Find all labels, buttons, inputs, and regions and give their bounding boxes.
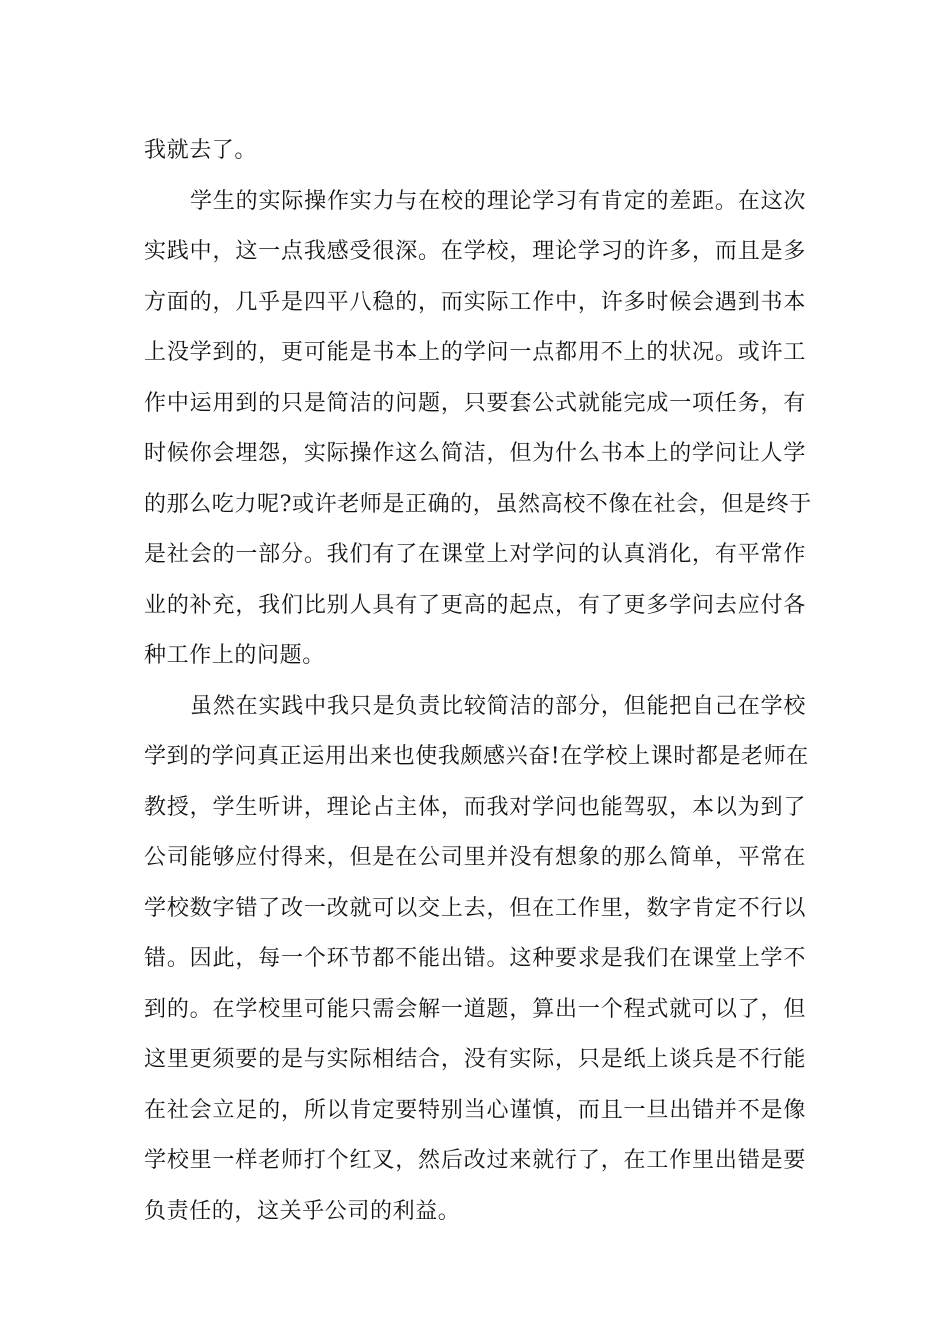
text-line: 负责任的，这关乎公司的利益。 (144, 1198, 461, 1224)
text-line: 错。因此，每一个环节都不能出错。这种要求是我们在课堂上学不 (144, 946, 806, 971)
text-line: 业的补充，我们比别人具有了更高的起点，有了更多学问去应付各 (144, 592, 806, 618)
paragraph-2 (144, 177, 812, 682)
text-line: 的那么吃力呢?或许老师是正确的，虽然高校不像在社会，但是终于 (144, 491, 812, 517)
paragraph-1 (144, 126, 806, 177)
text-line: 时候你会埋怨，实际操作这么简洁，但为什么书本上的学问让人学 (144, 441, 806, 466)
text-line: 学校数字错了改一改就可以交上去，但在工作里，数字肯定不行以 (144, 895, 806, 921)
text-line: 到的。在学校里可能只需会解一道题，算出一个程式就可以了，但 (144, 996, 806, 1022)
text-line: 虽然在实践中我只是负责比较简洁的部分，但能把自己在学校 (190, 693, 806, 719)
text-line: 实践中，这一点我感受很深。在学校，理论学习的许多，而且是多 (144, 239, 806, 264)
text-line: 上没学到的，更可能是书本上的学问一点都用不上的状况。或许工 (144, 340, 806, 365)
text-line: 我就去了。 (144, 138, 258, 163)
text-line: 学校里一样老师打个红叉，然后改过来就行了，在工作里出错是要 (144, 1148, 806, 1173)
text-line: 教授，学生听讲，理论占主体，而我对学问也能驾驭，本以为到了 (144, 794, 806, 820)
text-line: 学生的实际操作实力与在校的理论学习有肯定的差距。在这次 (190, 188, 806, 214)
text-line: 种工作上的问题。 (144, 643, 325, 668)
text-line: 方面的，几乎是四平八稳的，而实际工作中，许多时候会遇到书本 (144, 289, 806, 315)
paragraph-3 (144, 682, 809, 1238)
text-line: 学到的学问真正运用出来也使我颇感兴奋!在学校上课时都是老师在 (144, 744, 809, 769)
text-line: 是社会的一部分。我们有了在课堂上对学问的认真消化，有平常作 (144, 542, 806, 567)
text-line: 作中运用到的只是简洁的问题，只要套公式就能完成一项任务，有 (144, 390, 806, 416)
text-line: 在社会立足的，所以肯定要特别当心谨慎，而且一旦出错并不是像 (144, 1097, 806, 1123)
text-line: 这里更须要的是与实际相结合，没有实际，只是纸上谈兵是不行能 (144, 1047, 806, 1072)
text-line: 公司能够应付得来，但是在公司里并没有想象的那么简单，平常在 (144, 845, 806, 870)
document-body (144, 126, 812, 1237)
